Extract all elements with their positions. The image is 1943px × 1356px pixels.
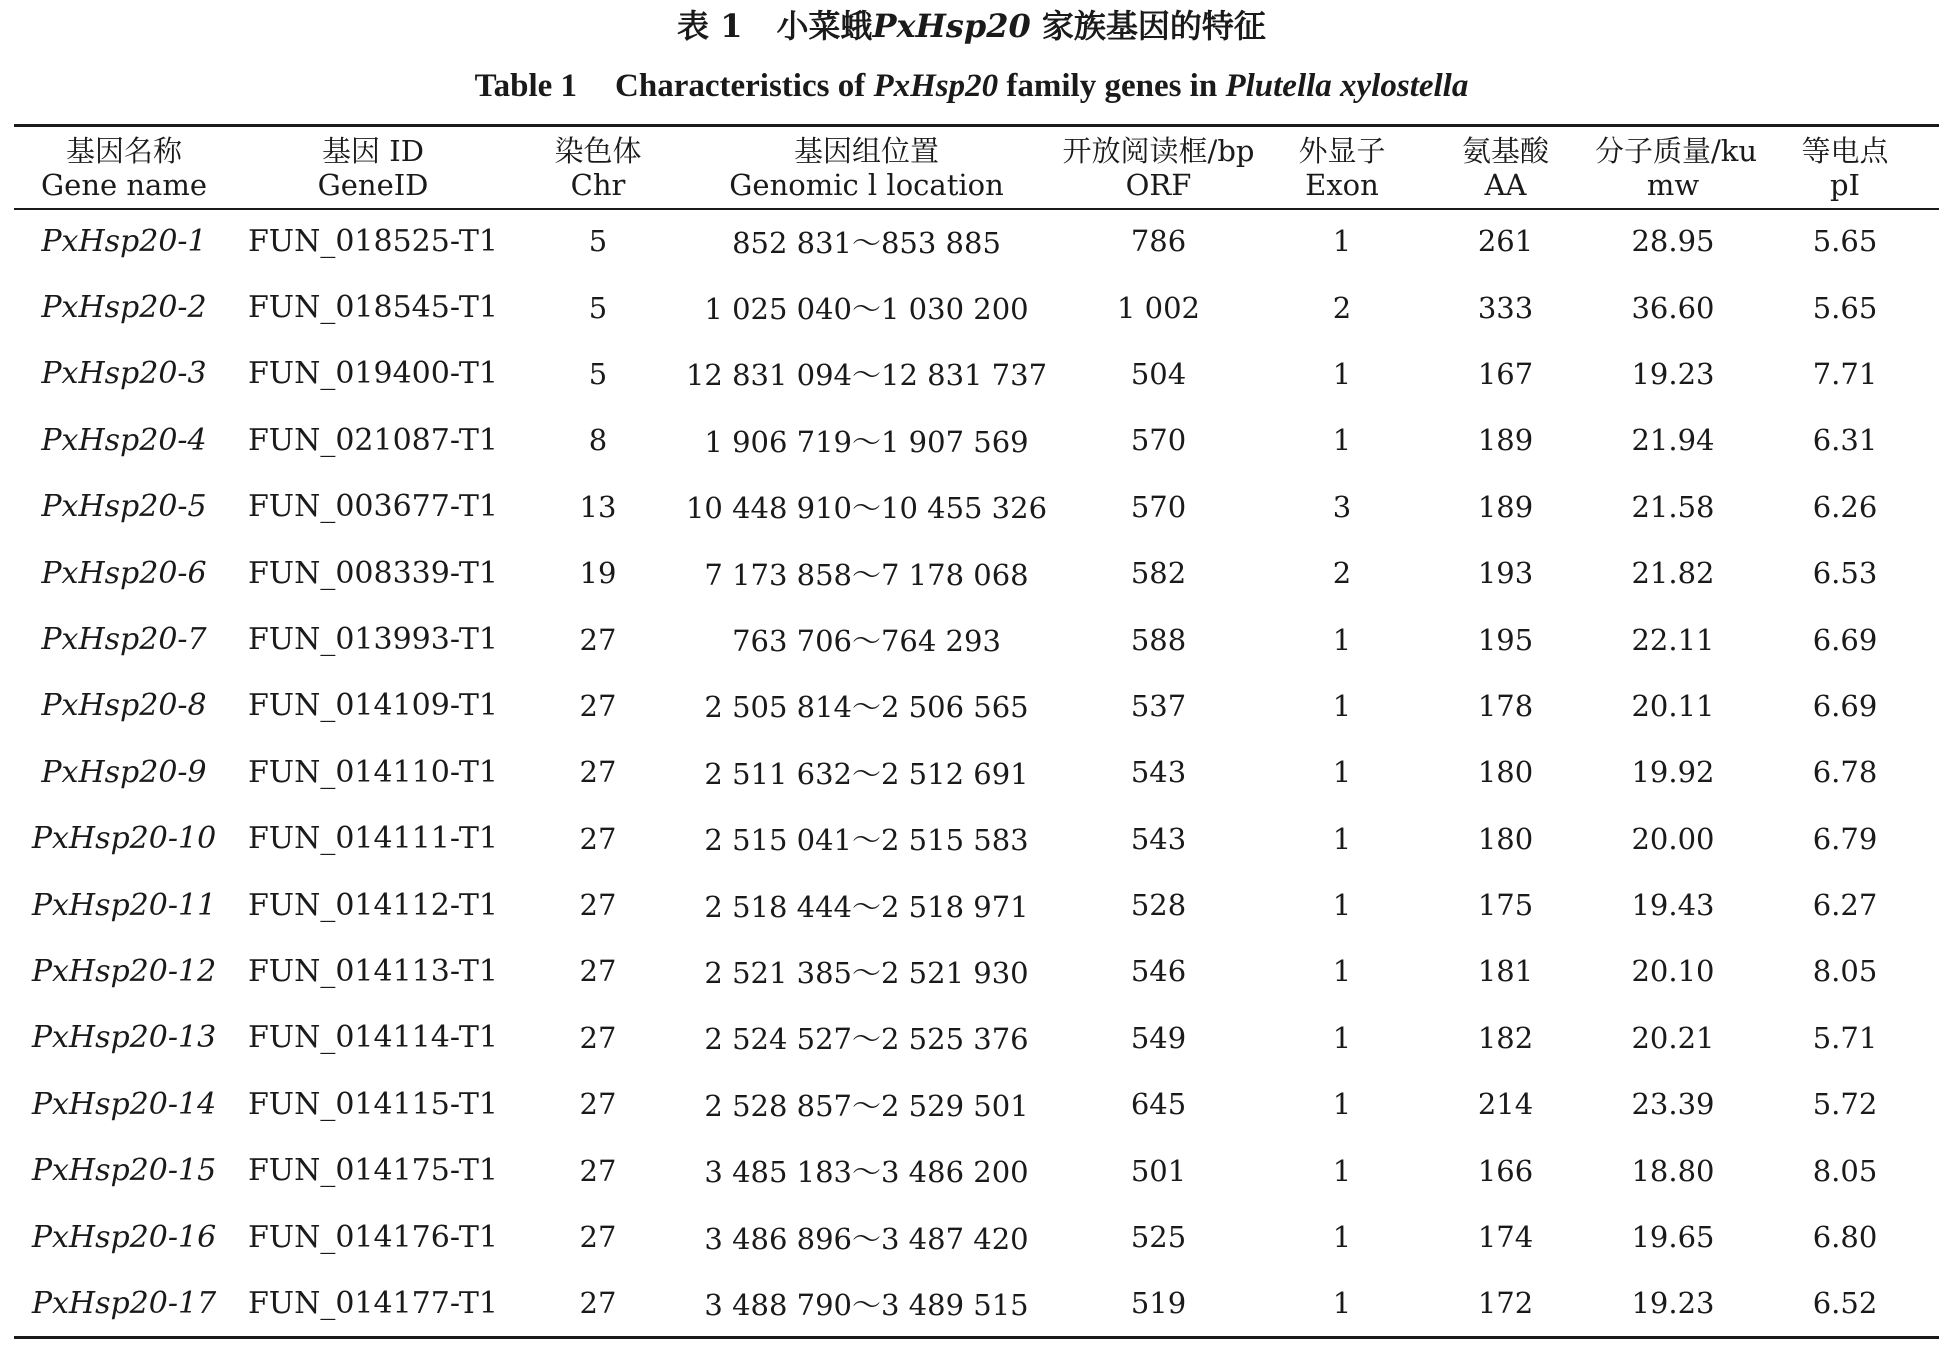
cell-exon: 2 — [1332, 290, 1352, 325]
cell-gene-id: FUN_018525-T1 — [247, 223, 499, 259]
cell-molecular-weight: 21.94 — [1631, 423, 1715, 458]
cell-gene-id: FUN_014115-T1 — [247, 1086, 499, 1122]
table-row — [14, 1071, 1939, 1137]
table-caption-en — [0, 64, 1943, 108]
cell-gene-name: PxHsp20-11 — [31, 887, 217, 923]
cell-gene-name: PxHsp20-10 — [31, 821, 217, 857]
cell-isoelectric-point: 6.79 — [1812, 821, 1878, 856]
table-row — [14, 872, 1939, 938]
cell-orf: 588 — [1130, 622, 1187, 657]
cell-gene-name: PxHsp20-17 — [31, 1285, 217, 1321]
table-row — [14, 341, 1939, 407]
cell-orf: 582 — [1130, 556, 1187, 591]
cell-exon: 1 — [1332, 1220, 1352, 1255]
cell-gene-name: PxHsp20-5 — [41, 489, 207, 525]
cell-gene-name: PxHsp20-7 — [41, 622, 207, 658]
header-exon-en: Exon — [1305, 167, 1379, 202]
cell-isoelectric-point: 6.52 — [1812, 1286, 1878, 1321]
table-row — [14, 938, 1939, 1004]
cell-chromosome: 13 — [579, 489, 617, 524]
cell-genomic-location: 2 521 385～2 521 930 — [704, 955, 1029, 990]
header-exon — [1268, 127, 1416, 208]
cell-exon: 1 — [1332, 1087, 1352, 1122]
cell-orf: 501 — [1130, 1153, 1187, 1188]
cell-orf: 570 — [1130, 489, 1187, 524]
cell-gene-name: PxHsp20-2 — [41, 290, 207, 326]
cell-gene-id: FUN_014177-T1 — [247, 1285, 499, 1321]
cell-amino-acids: 172 — [1477, 1286, 1534, 1321]
cell-genomic-location: 2 515 041～2 515 583 — [704, 823, 1029, 858]
caption-en-middle: family genes in — [998, 68, 1226, 104]
cell-gene-id: FUN_014111-T1 — [247, 821, 499, 857]
cell-molecular-weight: 20.11 — [1631, 688, 1715, 723]
cell-exon: 1 — [1332, 954, 1352, 989]
cell-gene-name: PxHsp20-15 — [31, 1153, 217, 1189]
cell-chromosome: 27 — [579, 1286, 617, 1321]
cell-genomic-location: 3 488 790～3 489 515 — [704, 1287, 1029, 1322]
header-gene-id — [234, 127, 512, 208]
header-chromosome-zh: 染色体 — [554, 133, 642, 168]
cell-genomic-location: 10 448 910～10 455 326 — [685, 491, 1048, 526]
header-isoelectric-point-zh: 等电点 — [1801, 133, 1889, 168]
cell-amino-acids: 180 — [1477, 821, 1534, 856]
cell-gene-name: PxHsp20-14 — [31, 1086, 217, 1122]
cell-gene-id: FUN_014112-T1 — [247, 887, 499, 923]
cell-chromosome: 27 — [579, 821, 617, 856]
cell-amino-acids: 180 — [1477, 755, 1534, 790]
cell-amino-acids: 193 — [1477, 556, 1534, 591]
cell-gene-name: PxHsp20-1 — [41, 223, 207, 259]
cell-molecular-weight: 21.58 — [1631, 489, 1715, 524]
table-header-row — [14, 127, 1939, 208]
header-exon-zh: 外显子 — [1298, 133, 1386, 168]
cell-amino-acids: 175 — [1477, 888, 1534, 923]
header-gene-name — [14, 127, 234, 208]
cell-genomic-location: 12 831 094～12 831 737 — [685, 358, 1048, 393]
caption-zh-prefix: 小菜蛾 — [776, 7, 873, 45]
cell-orf: 537 — [1130, 688, 1187, 723]
cell-gene-id: FUN_013993-T1 — [247, 622, 499, 658]
cell-gene-name: PxHsp20-3 — [41, 356, 207, 392]
cell-molecular-weight: 19.23 — [1631, 1286, 1715, 1321]
cell-chromosome: 27 — [579, 688, 617, 723]
cell-genomic-location: 2 518 444～2 518 971 — [704, 889, 1029, 924]
cell-exon: 1 — [1332, 224, 1352, 259]
cell-gene-id: FUN_003677-T1 — [247, 489, 499, 525]
header-genomic-location-en: Genomic l location — [729, 167, 1004, 202]
table-row — [14, 274, 1939, 340]
header-gene-id-zh: 基因 ID — [322, 133, 424, 168]
table-row — [14, 208, 1939, 274]
cell-amino-acids: 181 — [1477, 954, 1534, 989]
cell-gene-id: FUN_014110-T1 — [247, 754, 499, 790]
cell-orf: 645 — [1130, 1087, 1187, 1122]
cell-chromosome: 5 — [588, 290, 608, 325]
cell-orf: 549 — [1130, 1020, 1187, 1055]
cell-genomic-location: 2 524 527～2 525 376 — [704, 1022, 1029, 1057]
cell-amino-acids: 174 — [1477, 1220, 1534, 1255]
cell-isoelectric-point: 6.80 — [1812, 1220, 1878, 1255]
cell-amino-acids: 189 — [1477, 423, 1534, 458]
cell-amino-acids: 261 — [1477, 224, 1534, 259]
cell-gene-name: PxHsp20-9 — [41, 754, 207, 790]
cell-amino-acids: 167 — [1477, 356, 1534, 391]
table-row — [14, 1270, 1939, 1336]
cell-molecular-weight: 19.65 — [1631, 1220, 1715, 1255]
header-genomic-location-zh: 基因组位置 — [793, 133, 939, 168]
cell-orf: 786 — [1130, 224, 1187, 259]
cell-chromosome: 27 — [579, 954, 617, 989]
cell-isoelectric-point: 6.69 — [1812, 688, 1878, 723]
cell-chromosome: 5 — [588, 224, 608, 259]
cell-isoelectric-point: 6.78 — [1812, 755, 1878, 790]
table-row — [14, 806, 1939, 872]
cell-molecular-weight: 36.60 — [1631, 290, 1715, 325]
header-amino-acids-en: AA — [1484, 167, 1527, 202]
cell-molecular-weight: 23.39 — [1631, 1087, 1715, 1122]
header-amino-acids-zh: 氨基酸 — [1461, 133, 1549, 168]
cell-gene-name: PxHsp20-4 — [41, 422, 207, 458]
cell-orf: 504 — [1130, 356, 1187, 391]
cell-exon: 1 — [1332, 622, 1352, 657]
cell-molecular-weight: 19.92 — [1631, 755, 1715, 790]
cell-molecular-weight: 20.21 — [1631, 1020, 1715, 1055]
cell-chromosome: 27 — [579, 888, 617, 923]
table-row — [14, 540, 1939, 606]
cell-gene-id: FUN_014175-T1 — [247, 1153, 499, 1189]
cell-orf: 1 002 — [1116, 290, 1201, 325]
header-gene-name-en: Gene name — [40, 167, 207, 202]
cell-amino-acids: 166 — [1477, 1153, 1534, 1188]
cell-molecular-weight: 20.00 — [1631, 821, 1715, 856]
cell-amino-acids: 182 — [1477, 1020, 1534, 1055]
cell-genomic-location: 1 906 719～1 907 569 — [704, 424, 1029, 459]
cell-exon: 2 — [1332, 556, 1352, 591]
cell-exon: 1 — [1332, 1286, 1352, 1321]
cell-gene-name: PxHsp20-13 — [31, 1020, 217, 1056]
cell-chromosome: 27 — [579, 1220, 617, 1255]
cell-orf: 546 — [1130, 954, 1187, 989]
cell-isoelectric-point: 8.05 — [1812, 1153, 1878, 1188]
header-chromosome — [512, 127, 684, 208]
cell-genomic-location: 1 025 040～1 030 200 — [704, 292, 1029, 327]
cell-genomic-location: 3 485 183～3 486 200 — [704, 1155, 1029, 1190]
cell-gene-id: FUN_008339-T1 — [247, 555, 499, 591]
cell-gene-name: PxHsp20-6 — [41, 555, 207, 591]
cell-genomic-location: 2 511 632～2 512 691 — [704, 756, 1029, 791]
cell-amino-acids: 189 — [1477, 489, 1534, 524]
cell-gene-id: FUN_018545-T1 — [247, 290, 499, 326]
cell-exon: 1 — [1332, 1020, 1352, 1055]
cell-gene-name: PxHsp20-8 — [41, 688, 207, 724]
cell-gene-id: FUN_014113-T1 — [247, 953, 499, 989]
cell-exon: 1 — [1332, 821, 1352, 856]
cell-isoelectric-point: 5.65 — [1812, 290, 1878, 325]
cell-molecular-weight: 18.80 — [1631, 1153, 1715, 1188]
cell-orf: 543 — [1130, 821, 1187, 856]
cell-genomic-location: 3 486 896～3 487 420 — [704, 1221, 1029, 1256]
header-isoelectric-point-en: pI — [1829, 167, 1861, 202]
cell-exon: 1 — [1332, 356, 1352, 391]
cell-amino-acids: 333 — [1477, 290, 1534, 325]
cell-isoelectric-point: 5.71 — [1812, 1020, 1878, 1055]
table-body — [14, 208, 1939, 1337]
cell-gene-id: FUN_014114-T1 — [247, 1020, 499, 1056]
cell-isoelectric-point: 6.26 — [1812, 489, 1878, 524]
header-molecular-weight-en: mw — [1646, 167, 1700, 202]
table-row — [14, 1005, 1939, 1071]
cell-molecular-weight: 28.95 — [1631, 224, 1715, 259]
table-row — [14, 606, 1939, 672]
header-orf-zh: 开放阅读框/bp — [1062, 133, 1255, 168]
cell-exon: 3 — [1332, 489, 1352, 524]
caption-en-number: Table 1 — [474, 68, 578, 104]
cell-exon: 1 — [1332, 1153, 1352, 1188]
cell-gene-name: PxHsp20-16 — [31, 1219, 217, 1255]
header-gene-name-zh: 基因名称 — [65, 133, 182, 168]
caption-en-gene: PxHsp20 — [873, 68, 999, 104]
header-genomic-location — [684, 127, 1049, 208]
cell-molecular-weight: 21.82 — [1631, 556, 1715, 591]
cell-isoelectric-point: 6.69 — [1812, 622, 1878, 657]
header-molecular-weight-zh: 分子质量/ku — [1595, 133, 1758, 168]
table-row — [14, 407, 1939, 473]
cell-genomic-location: 852 831～853 885 — [732, 225, 1001, 260]
cell-molecular-weight: 22.11 — [1631, 622, 1715, 657]
cell-isoelectric-point: 5.72 — [1812, 1087, 1878, 1122]
cell-chromosome: 27 — [579, 622, 617, 657]
cell-genomic-location: 2 505 814～2 506 565 — [704, 690, 1029, 725]
cell-exon: 1 — [1332, 755, 1352, 790]
cell-orf: 519 — [1130, 1286, 1187, 1321]
cell-chromosome: 19 — [579, 556, 617, 591]
cell-genomic-location: 7 173 858～7 178 068 — [704, 557, 1029, 592]
cell-chromosome: 27 — [579, 1087, 617, 1122]
header-amino-acids — [1416, 127, 1595, 208]
cell-isoelectric-point: 5.65 — [1812, 224, 1878, 259]
cell-isoelectric-point: 8.05 — [1812, 954, 1878, 989]
header-isoelectric-point — [1751, 127, 1939, 208]
cell-gene-id: FUN_021087-T1 — [247, 422, 499, 458]
cell-gene-name: PxHsp20-12 — [31, 953, 217, 989]
caption-zh-suffix: 家族基因的特征 — [1041, 7, 1266, 45]
cell-amino-acids: 214 — [1477, 1087, 1534, 1122]
cell-chromosome: 27 — [579, 755, 617, 790]
cell-isoelectric-point: 7.71 — [1812, 356, 1878, 391]
cell-chromosome: 5 — [588, 356, 608, 391]
header-molecular-weight — [1595, 127, 1758, 208]
table-row — [14, 474, 1939, 540]
caption-en-species: Plutella xylostella — [1225, 68, 1469, 104]
caption-zh-gene: PxHsp20 — [872, 7, 1031, 45]
cell-amino-acids: 178 — [1477, 688, 1534, 723]
cell-chromosome: 27 — [579, 1153, 617, 1188]
cell-isoelectric-point: 6.31 — [1812, 423, 1878, 458]
table-row — [14, 673, 1939, 739]
table-row — [14, 1137, 1939, 1203]
table-row — [14, 1204, 1939, 1270]
cell-exon: 1 — [1332, 888, 1352, 923]
header-gene-id-en: GeneID — [317, 167, 429, 202]
caption-en-prefix: Characteristics of — [615, 68, 874, 104]
cell-molecular-weight: 20.10 — [1631, 954, 1715, 989]
cell-gene-id: FUN_014176-T1 — [247, 1219, 499, 1255]
cell-exon: 1 — [1332, 423, 1352, 458]
cell-gene-id: FUN_019400-T1 — [247, 356, 499, 392]
table-row — [14, 739, 1939, 805]
cell-orf: 525 — [1130, 1220, 1187, 1255]
caption-zh-number: 表 1 — [677, 7, 743, 45]
cell-orf: 528 — [1130, 888, 1187, 923]
table-caption-zh — [0, 4, 1943, 48]
cell-molecular-weight: 19.23 — [1631, 356, 1715, 391]
cell-isoelectric-point: 6.27 — [1812, 888, 1878, 923]
cell-molecular-weight: 19.43 — [1631, 888, 1715, 923]
header-orf-en: ORF — [1125, 167, 1192, 202]
cell-chromosome: 8 — [588, 423, 608, 458]
header-orf — [1049, 127, 1268, 208]
cell-genomic-location: 763 706～764 293 — [732, 624, 1001, 659]
cell-amino-acids: 195 — [1477, 622, 1534, 657]
cell-exon: 1 — [1332, 688, 1352, 723]
cell-gene-id: FUN_014109-T1 — [247, 688, 499, 724]
cell-genomic-location: 2 528 857～2 529 501 — [704, 1088, 1029, 1123]
cell-orf: 570 — [1130, 423, 1187, 458]
gene-characteristics-table — [14, 127, 1939, 1337]
cell-isoelectric-point: 6.53 — [1812, 556, 1878, 591]
cell-chromosome: 27 — [579, 1020, 617, 1055]
header-chromosome-en: Chr — [570, 167, 626, 202]
cell-orf: 543 — [1130, 755, 1187, 790]
